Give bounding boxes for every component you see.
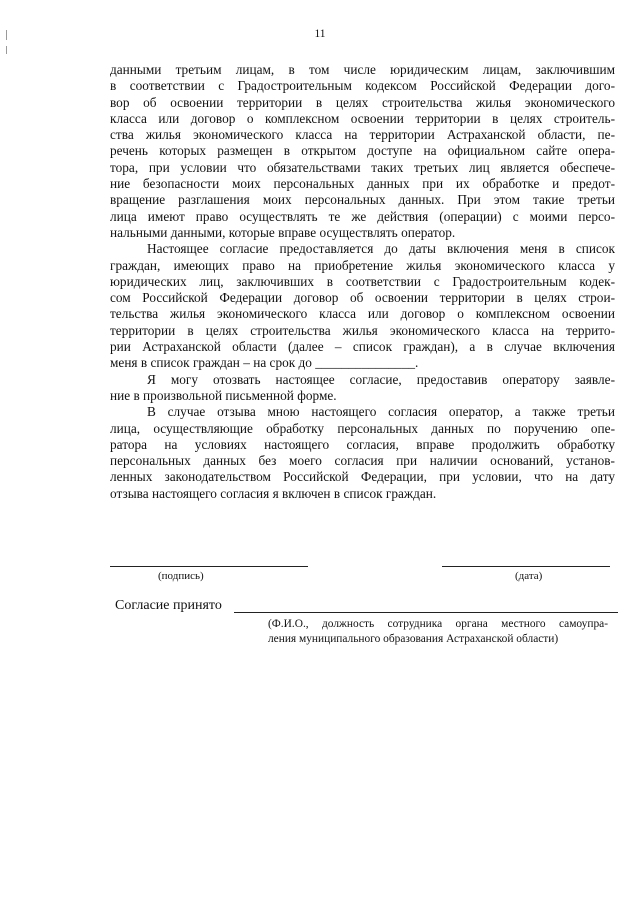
body-line: ние безопасности моих персональных данных при их обработке и предот-	[110, 176, 615, 192]
body-line: В случае отзыва мною настоящего согласия оператор, а также третьи	[147, 404, 615, 420]
body-line: юридических лиц, заключивших в соответствии с Градостроительным кодек-	[110, 273, 615, 289]
body-line: отзыва настоящего согласия я включен в список граждан.	[110, 485, 437, 501]
signature-caption: (подпись)	[158, 570, 204, 582]
body-line: Настоящее согласие предоставляется до даты включения меня в список	[147, 241, 615, 257]
date-line	[442, 566, 610, 567]
body-line: ленных законодательством Российской Федерации, при условии, что на дату	[110, 469, 615, 485]
body-line: сом Российской Федерации договор об освоении территории в целях строи-	[110, 290, 615, 306]
body-line: вор об освоении территории в целях строительства жилья экономического	[110, 94, 615, 110]
body-line: лица, осуществляющие обработку персональных данных по поручению опе-	[110, 420, 615, 436]
acceptance-caption-line: (Ф.И.О., должность сотрудника органа местного самоупра-	[268, 618, 608, 630]
acceptance-caption-line: ления муниципального образования Астраханской области)	[268, 632, 559, 645]
body-line: ратора на условиях настоящего согласия, вправе продолжить обработку	[110, 436, 615, 452]
body-line: граждан, имеющих право на приобретение жилья экономического класса у	[110, 257, 615, 273]
body-line: территории в целях строительства жилья экономического класса на террито-	[110, 322, 615, 338]
acceptance-caption	[268, 617, 608, 646]
body-line: речень которых размещен в открытом доступе на официальном сайте опера-	[110, 143, 615, 159]
body-line: класса или договор о комплексном освоении территории в целях строитель-	[110, 110, 615, 126]
body-line: тельства жилья экономического класса или договор о комплексном освоении	[110, 306, 615, 322]
body-line: ние в произвольной письменной форме.	[110, 387, 337, 403]
signature-line	[110, 566, 308, 567]
body-line: меня в список граждан – на срок до _______________.	[110, 355, 419, 371]
body-line: тора, при условии что обязательствами таких третьих лиц является обеспече-	[110, 159, 615, 175]
body-line: лица имеют право осуществлять те же действия (операции) с моими персо-	[110, 208, 615, 224]
body-line: нальными данными, которые вправе осуществлять оператор.	[110, 224, 456, 240]
body-line: вращение разглашения моих персональных данных. При этом такие третьи	[110, 192, 615, 208]
date-caption: (дата)	[515, 570, 543, 582]
body-line: персональных данных без моего согласия при наличии оснований, установ-	[110, 453, 615, 469]
acceptance-label: Согласие принято	[115, 598, 222, 613]
body-line: рии Астраханской области (далее – список граждан), а в случае включения	[110, 339, 615, 355]
acceptance-line	[234, 612, 618, 613]
page-number: 11	[314, 28, 326, 40]
body-line: Я могу отозвать настоящее согласие, предоставив оператору заявле-	[147, 371, 615, 387]
body-line: в соответствии с Градостроительным кодексом Российской Федерации дого-	[110, 78, 615, 94]
body-line: данными третьим лицам, в том числе юридическим лицам, заключившим	[110, 62, 615, 77]
body-line: ства жилья экономического класса на территории Астраханской области, пе-	[110, 127, 615, 143]
